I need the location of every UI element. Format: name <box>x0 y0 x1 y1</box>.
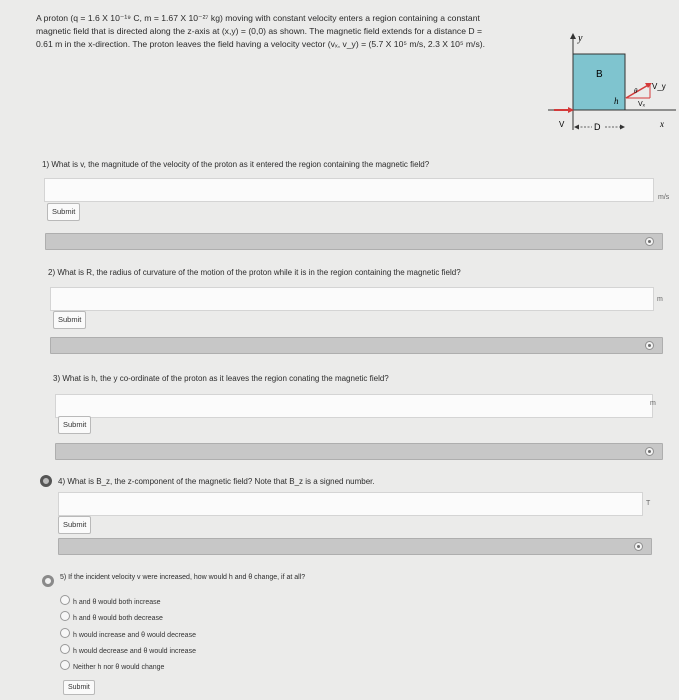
radio-button[interactable] <box>60 595 70 605</box>
question-1-text: 1) What is v, the magnitude of the velocity of the proton as it entered the region containing the magnetic field? <box>42 160 430 169</box>
radio-button[interactable] <box>60 644 70 654</box>
problem-line-1: A proton (q = 1.6 X 10⁻¹⁹ C, m = 1.67 X 10⁻²⁷ kg) moving with constant velocity enters a region containing a constant <box>36 13 480 23</box>
question-2-status-icon <box>645 341 654 350</box>
d-right-arrowhead <box>620 125 625 130</box>
question-3-answer-input[interactable] <box>55 394 653 418</box>
vx-label: Vₓ <box>638 101 645 108</box>
radio-button[interactable] <box>60 660 70 670</box>
question-1-submit-button[interactable]: Submit <box>47 203 80 221</box>
question-3-text: 3) What is h, the y co-ordinate of the proton as it leaves the region conating the magnetic field? <box>53 374 389 383</box>
exit-velocity-arrow <box>626 84 650 98</box>
question-2-unit: m <box>657 296 663 303</box>
v-label: V <box>559 120 565 129</box>
question-4-unit: T <box>646 500 651 507</box>
question-2-feedback-bar <box>50 337 663 354</box>
option-both-decrease[interactable]: h and θ would both decrease <box>60 611 163 623</box>
question-3-feedback-bar <box>55 443 663 460</box>
vy-label: V_y <box>652 82 666 91</box>
option-both-increase[interactable]: h and θ would both increase <box>60 595 161 607</box>
y-axis-label: y <box>578 33 583 44</box>
problem-line-2: magnetic field that is directed along the z-axis at (x,y) = (0,0) as shown. The magnetic field extends for a distance D = <box>36 26 482 36</box>
question-3-unit: m <box>650 400 656 407</box>
option-h-increase-theta-decrease[interactable]: h would increase and θ would decrease <box>60 628 196 640</box>
question-3-submit-button[interactable]: Submit <box>58 416 91 434</box>
problem-statement <box>36 12 536 51</box>
question-2-answer-input[interactable] <box>50 287 654 311</box>
question-2-submit-button[interactable]: Submit <box>53 311 86 329</box>
field-label: B <box>596 69 603 80</box>
question-5-status-marker <box>42 575 54 587</box>
question-5-submit-button[interactable]: Submit <box>63 680 95 695</box>
question-4-feedback-bar <box>58 538 652 555</box>
theta-label: θ <box>634 87 638 95</box>
field-diagram <box>548 26 678 138</box>
question-5-text: 5) If the incident velocity v were increased, how would h and θ change, if at all? <box>60 574 306 581</box>
radio-button[interactable] <box>60 611 70 621</box>
option-h-decrease-theta-increase[interactable]: h would decrease and θ would increase <box>60 644 196 656</box>
question-4-submit-button[interactable]: Submit <box>58 516 91 534</box>
option-neither-change[interactable]: Neither h nor θ would change <box>60 660 164 672</box>
h-label: h <box>614 96 619 106</box>
question-1-feedback-bar <box>45 233 663 250</box>
x-axis-label: x <box>660 119 664 129</box>
question-1-unit: m/s <box>658 194 670 201</box>
question-1-answer-input[interactable] <box>44 178 654 202</box>
radio-button[interactable] <box>60 628 70 638</box>
problem-line-3: 0.61 m in the x-direction. The proton leaves the field having a velocity vector (vₓ, v_y) = (5.7 X 10⁵ m/s, 2.3 X 10⁵ m/s). <box>36 39 485 49</box>
question-4-answer-input[interactable] <box>58 492 643 516</box>
question-2-text: 2) What is R, the radius of curvature of the motion of the proton while it is in the region containing the magnetic field? <box>48 268 461 277</box>
d-label: D <box>594 122 601 132</box>
d-left-arrowhead <box>574 125 579 130</box>
question-3-status-icon <box>645 447 654 456</box>
y-axis-arrowhead <box>570 33 576 39</box>
question-4-text: 4) What is B_z, the z-component of the magnetic field? Note that B_z is a signed number. <box>58 477 375 486</box>
question-4-status-marker <box>40 475 52 487</box>
question-1-status-icon <box>645 237 654 246</box>
question-4-status-icon <box>634 542 643 551</box>
